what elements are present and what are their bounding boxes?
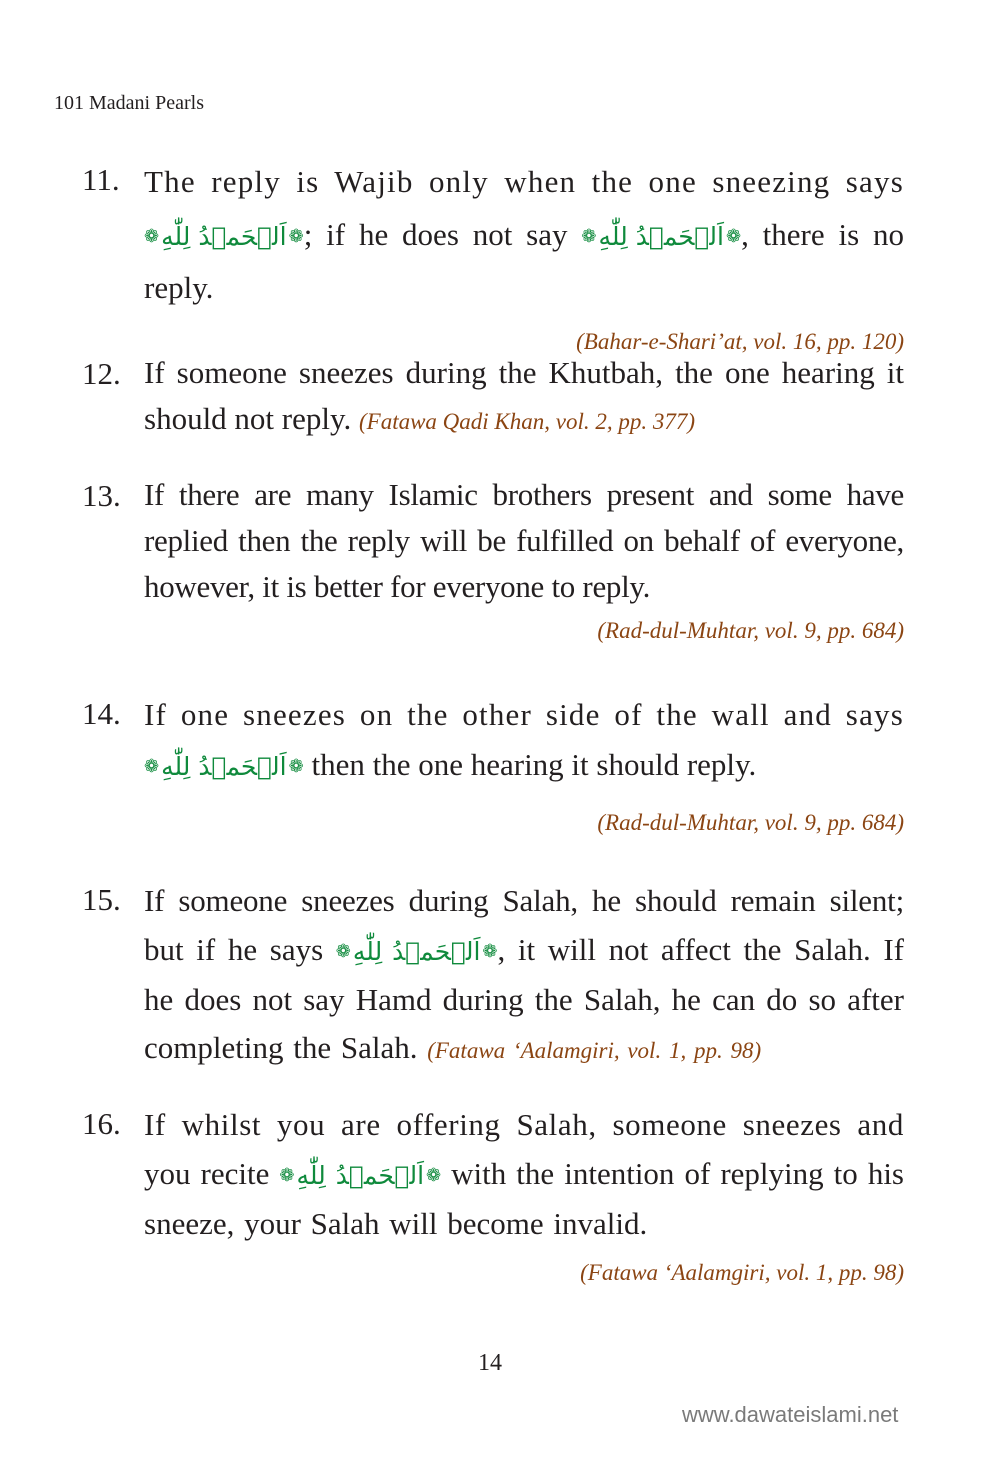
- pearl-item-15: [82, 876, 904, 1075]
- citation: (Rad-dul-Muhtar, vol. 9, pp. 684): [597, 618, 904, 643]
- item-text-body: If there are many Islamic brothers present and some have replied then the reply will be fulfilled on behalf of everyone, however, it is better for everyone to reply.: [144, 477, 904, 604]
- ornament-icon: ❁: [725, 226, 742, 247]
- item-number: 12.: [82, 356, 121, 391]
- arabic-alhamdulillah: اَلۡحَمۡدُ لِلّٰهِ: [161, 752, 287, 781]
- ornament-icon: ❁: [581, 226, 597, 247]
- item-text-segment: , it will not affect the Salah. If he does not say Hamd during the Salah, he can do so after completing the Salah.: [144, 932, 904, 1065]
- ornament-icon: ❁: [144, 756, 160, 777]
- pearl-item-12: [82, 350, 904, 445]
- item-text-segment: ; if he does not say: [303, 217, 582, 252]
- item-text: [144, 472, 904, 610]
- running-title: 101 Madani Pearls: [54, 92, 204, 114]
- ornament-icon: ❁: [426, 1165, 442, 1186]
- arabic-alhamdulillah: اَلۡحَمۡدُ لِلّٰهِ: [161, 222, 287, 251]
- item-text-line: If whilst you are offering Salah, someone sneezes and: [144, 1107, 904, 1142]
- item-text-segment: then the one hearing it should reply.: [303, 747, 757, 782]
- item-text: [144, 926, 904, 1075]
- item-text-segment: , there is no reply.: [144, 217, 904, 305]
- item-text: [144, 740, 904, 792]
- item-text: [144, 350, 904, 445]
- item-text: [144, 876, 904, 926]
- item-text-line: If one sneezes on the other side of the wall and says: [144, 697, 904, 732]
- item-text-segment: with the intention of replying to his sneeze, your Salah will become invalid.: [144, 1156, 904, 1241]
- item-number: 16.: [82, 1106, 121, 1141]
- pearl-item-14: [82, 690, 904, 836]
- item-number: 13.: [82, 478, 121, 513]
- item-text-line: The reply is Wajib only when the one sneezing says: [144, 164, 904, 199]
- page-number: 14: [478, 1350, 502, 1376]
- citation: (Bahar-e-Shari’at, vol. 16, pp. 120): [576, 329, 904, 354]
- item-text: [144, 1100, 904, 1150]
- website-link[interactable]: www.dawateislami.net: [682, 1402, 899, 1427]
- arabic-alhamdulillah: اَلۡحَمۡدُ لِلّٰهِ: [352, 937, 481, 966]
- ornament-icon: ❁: [288, 756, 304, 777]
- item-text-body: If someone sneezes during the Khutbah, the one hearing it should not reply.: [144, 355, 904, 436]
- citation: (Fatawa ‘Aalamgiri, vol. 1, pp. 98): [580, 1260, 904, 1285]
- ornament-icon: ❁: [335, 941, 351, 962]
- item-number: 11.: [82, 162, 120, 197]
- ornament-icon: ❁: [288, 226, 304, 247]
- item-text: [144, 1150, 904, 1248]
- item-text: [144, 156, 904, 207]
- pearl-item-13: [82, 472, 904, 644]
- arabic-alhamdulillah: اَلۡحَمۡدُ لِلّٰهِ: [296, 1161, 425, 1190]
- item-text-segment: you recite: [144, 1156, 280, 1191]
- ornament-icon: ❁: [482, 941, 498, 962]
- item-number: 15.: [82, 882, 121, 917]
- pearl-item-11: [82, 156, 904, 355]
- item-text: [144, 209, 904, 313]
- arabic-alhamdulillah: اَلۡحَمۡدُ لِلّٰهِ: [598, 222, 724, 251]
- item-number: 14.: [82, 696, 121, 731]
- ornament-icon: ❁: [279, 1165, 295, 1186]
- item-text-line: If someone sneezes during Salah, he should remain silent;: [144, 883, 904, 918]
- pearl-item-16: [82, 1100, 904, 1286]
- citation: (Rad-dul-Muhtar, vol. 9, pp. 684): [597, 810, 904, 835]
- citation: (Fatawa ‘Aalamgiri, vol. 1, pp. 98): [427, 1038, 762, 1063]
- item-text: [144, 690, 904, 740]
- citation: (Fatawa Qadi Khan, vol. 2, pp. 377): [358, 409, 696, 434]
- item-text-segment: but if he says: [144, 932, 336, 967]
- ornament-icon: ❁: [144, 226, 160, 247]
